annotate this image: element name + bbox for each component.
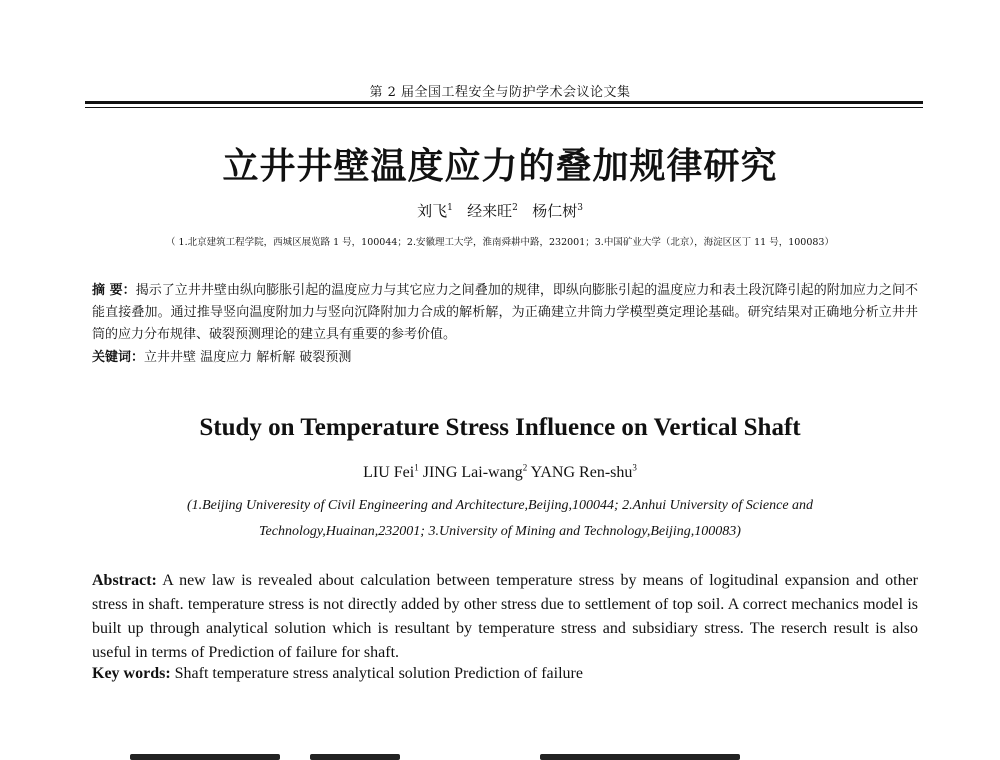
cropped-heading-fragment <box>130 754 280 760</box>
author-en-name: YANG Ren-shu <box>530 464 633 481</box>
cropped-heading-fragment <box>540 754 740 760</box>
chinese-keywords <box>92 346 918 365</box>
english-affiliations <box>110 493 890 545</box>
chinese-abstract-label: 摘 要： <box>92 283 136 298</box>
chinese-title: 立井井壁温度应力的叠加规律研究 <box>222 146 778 187</box>
author-en-mark: 1 <box>414 462 419 473</box>
author-cn-name: 刘飞 <box>417 202 448 220</box>
author-en-mark: 3 <box>632 462 637 473</box>
english-title: Study on Temperature Stress Influence on Vertical Shaft <box>199 414 801 441</box>
chinese-keywords-text: 立井井壁 温度应力 解析解 破裂预测 <box>144 350 352 365</box>
author-cn-name: 杨仁树 <box>532 202 578 220</box>
header-rule-thick <box>85 101 923 104</box>
chinese-keywords-label: 关键词： <box>92 350 145 365</box>
cropped-heading-fragment <box>310 754 400 760</box>
author-cn-mark: 2 <box>512 203 518 213</box>
author-en-name: LIU Fei <box>363 464 415 481</box>
english-keywords-label: Key words: <box>92 665 171 682</box>
author-cn-mark: 3 <box>577 203 583 213</box>
chinese-authors <box>80 200 920 221</box>
english-keywords <box>92 665 918 683</box>
english-abstract <box>92 569 918 665</box>
cropped-next-heading <box>120 746 880 760</box>
chinese-abstract <box>92 280 918 346</box>
author-en-mark: 2 <box>522 462 528 473</box>
header-rule-thin <box>85 107 923 108</box>
english-affiliation-line: (1.Beijing Univeresity of Civil Engineering and Architecture,Beijing,100044; 2.Anhui University of Science and <box>186 498 814 513</box>
author-cn-name: 经来旺 <box>467 202 513 220</box>
english-keywords-text: Shaft temperature stress analytical solution Prediction of failure <box>174 665 583 682</box>
chinese-affiliations: （ 1.北京建筑工程学院，西城区展览路 1 号，100044；2.安徽理工大学，淮南舜耕中路，232001；3.中国矿业大学（北京），海淀区区丁 11 号，100083） <box>166 237 834 248</box>
author-en-name: JING Lai-wang <box>422 464 523 481</box>
english-authors <box>80 464 920 482</box>
english-abstract-text: A new law is revealed about calculation between temperature stress by means of logitudinal expansion and other stress in shaft. temperature stress is not directly added by other stress due to settlement of top soil. A correct mechanics model is built up through analytical solution which is resultant by temperature stress and subsidiary stress. The reserch result is also useful in terms of Prediction of failure for shaft. <box>92 572 919 661</box>
chinese-abstract-text: 揭示了立井井壁由纵向膨胀引起的温度应力与其它应力之间叠加的规律，即纵向膨胀引起的温度应力和表土段沉降引起的附加应力之间不能直接叠加。通过推导竖向温度附加力与竖向沉降附加力合成的解析解，为正确建立井筒力学模型奠定理论基础。研究结果对正确地分析立井井筒的应力分布规律、破裂预测理论的建立具有重要的参考价值。 <box>92 283 918 342</box>
running-header: 第 2 届全国工程安全与防护学术会议论文集 <box>369 85 631 100</box>
author-cn-mark: 1 <box>447 203 453 213</box>
english-affiliation-line: Technology,Huainan,232001; 3.University of Mining and Technology,Beijing,100083) <box>259 524 741 539</box>
english-abstract-label: Abstract: <box>92 572 157 589</box>
